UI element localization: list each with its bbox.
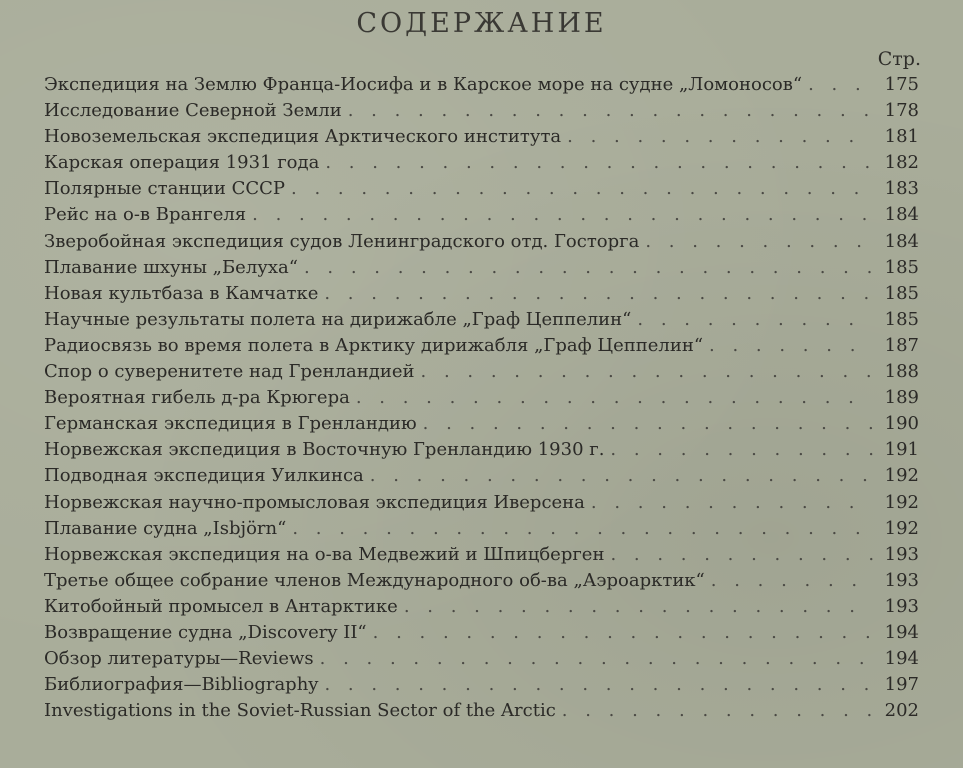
toc-entry-title: Библиография—Bibliography [44, 674, 319, 696]
toc-entry [44, 465, 919, 491]
dot-leader [320, 648, 873, 669]
toc-entry-page: 184 [884, 204, 919, 226]
dot-leader [304, 257, 873, 278]
toc-entry [44, 570, 919, 596]
toc-entry [44, 518, 919, 544]
toc-entry [44, 544, 919, 570]
toc-entry [44, 413, 919, 439]
dot-leader [562, 700, 873, 721]
toc-entry-title: Спор о суверенитете над Гренландией [44, 361, 415, 383]
toc-entry-page: 202 [884, 700, 919, 722]
toc-entry-title: Норвежская научно-промысловая экспедиция Иверсена [44, 491, 585, 513]
toc-entry-title: Полярные станции СССР [44, 178, 286, 200]
toc-entry-title: Вероятная гибель д-ра Крюгера [44, 387, 350, 409]
dot-leader [645, 231, 873, 252]
toc-entry-page: 197 [884, 674, 919, 696]
toc-entry-title: Германская экспедиция в Гренландию [44, 413, 417, 435]
toc-entry [44, 204, 919, 230]
dot-leader [348, 100, 873, 121]
dot-leader [324, 283, 873, 304]
toc-entry-title: Экспедиция на Землю Франца-Иосифа и в Карское море на судне „Ломоносов“ [44, 74, 803, 95]
toc-entry [44, 335, 919, 361]
page-column-label: Стр. [877, 48, 921, 70]
table-of-contents [44, 74, 919, 726]
toc-entry-page: 188 [884, 361, 919, 383]
toc-entry [44, 309, 919, 335]
dot-leader [709, 335, 873, 356]
toc-entry-page: 184 [884, 230, 919, 252]
toc-entry-title: Новоземельская экспедиция Арктического института [44, 126, 562, 148]
toc-entry-title: Рейс на о-в Врангеля [44, 204, 247, 226]
dot-leader [423, 413, 873, 434]
dot-leader [711, 570, 873, 591]
toc-entry-page: 181 [884, 126, 919, 148]
toc-entry [44, 492, 919, 518]
dot-leader [252, 204, 873, 225]
toc-entry-title: Возвращение судна „Discovery II“ [44, 621, 367, 643]
dot-leader [808, 74, 873, 95]
toc-entry [44, 361, 919, 387]
toc-entry-page: 192 [884, 465, 919, 487]
dot-leader [373, 622, 873, 643]
toc-entry [44, 257, 919, 283]
toc-entry-page: 187 [884, 334, 919, 356]
dot-leader [325, 152, 873, 173]
dot-leader [404, 596, 873, 617]
toc-entry-page: 182 [884, 152, 919, 174]
toc-entry-page: 183 [884, 178, 919, 200]
toc-entry [44, 700, 919, 726]
toc-entry-page: 192 [884, 491, 919, 513]
toc-entry-title: Норвежская экспедиция в Восточную Гренландию 1930 г. [44, 439, 605, 461]
toc-entry-page: 189 [884, 387, 919, 409]
toc-entry-page: 175 [884, 74, 919, 95]
toc-entry-title: Радиосвязь во время полета в Арктику дирижабля „Граф Цеппелин“ [44, 334, 704, 356]
dot-leader [356, 387, 873, 408]
toc-entry-title: Китобойный промысел в Антарктике [44, 595, 398, 617]
toc-entry [44, 152, 919, 178]
toc-entry [44, 596, 919, 622]
toc-entry-title: Норвежская экспедиция на о-ва Медвежий и Шпицберген [44, 543, 605, 565]
toc-entry-title: Плавание шхуны „Белуха“ [44, 256, 298, 278]
toc-entry-page: 192 [884, 517, 919, 539]
toc-entry-title: Подводная экспедиция Уилкинса [44, 465, 364, 487]
toc-entry [44, 387, 919, 413]
dot-leader [567, 126, 873, 147]
toc-entry-page: 185 [884, 308, 919, 330]
toc-entry [44, 100, 919, 126]
toc-entry-title: Научные результаты полета на дирижабле „Граф Цеппелин“ [44, 308, 632, 330]
toc-entry [44, 439, 919, 465]
toc-entry [44, 648, 919, 674]
toc-entry [44, 622, 919, 648]
toc-entry [44, 126, 919, 152]
toc-entry [44, 178, 919, 204]
dot-leader [421, 361, 874, 382]
toc-entry-title: Плавание судна „Isbjörn“ [44, 517, 287, 539]
dot-leader [591, 492, 873, 513]
toc-entry [44, 674, 919, 700]
toc-entry-page: 193 [884, 569, 919, 591]
dot-leader [610, 439, 873, 460]
toc-entry-title: Третье общее собрание членов Международного об-ва „Аэроарктик“ [44, 569, 705, 591]
dot-leader [610, 544, 873, 565]
toc-entry [44, 283, 919, 309]
dot-leader [292, 518, 873, 539]
toc-entry-page: 194 [884, 648, 919, 670]
dot-leader [324, 674, 873, 695]
page-title: СОДЕРЖАНИЕ [356, 8, 607, 39]
toc-entry-title: Обзор литературы—Reviews [44, 648, 314, 670]
toc-entry-page: 191 [884, 439, 919, 461]
toc-entry-page: 185 [884, 256, 919, 278]
toc-entry [44, 74, 919, 100]
toc-entry-page: 193 [884, 543, 919, 565]
toc-entry-page: 193 [884, 595, 919, 617]
dot-leader [637, 309, 873, 330]
toc-entry-page: 185 [884, 282, 919, 304]
toc-entry-title: Исследование Северной Земли [44, 100, 342, 122]
toc-entry-title: Карская операция 1931 года [44, 152, 320, 174]
toc-entry-title: Зверобойная экспедиция судов Ленинградского отд. Госторга [44, 230, 640, 252]
dot-leader [370, 465, 873, 486]
toc-entry [44, 231, 919, 257]
toc-entry-page: 194 [884, 621, 919, 643]
toc-entry-title: Investigations in the Soviet-Russian Sector of the Arctic [44, 700, 556, 722]
toc-entry-page: 178 [884, 100, 919, 122]
dot-leader [291, 178, 873, 199]
toc-entry-page: 190 [884, 413, 919, 435]
toc-entry-title: Новая культбаза в Камчатке [44, 282, 319, 304]
